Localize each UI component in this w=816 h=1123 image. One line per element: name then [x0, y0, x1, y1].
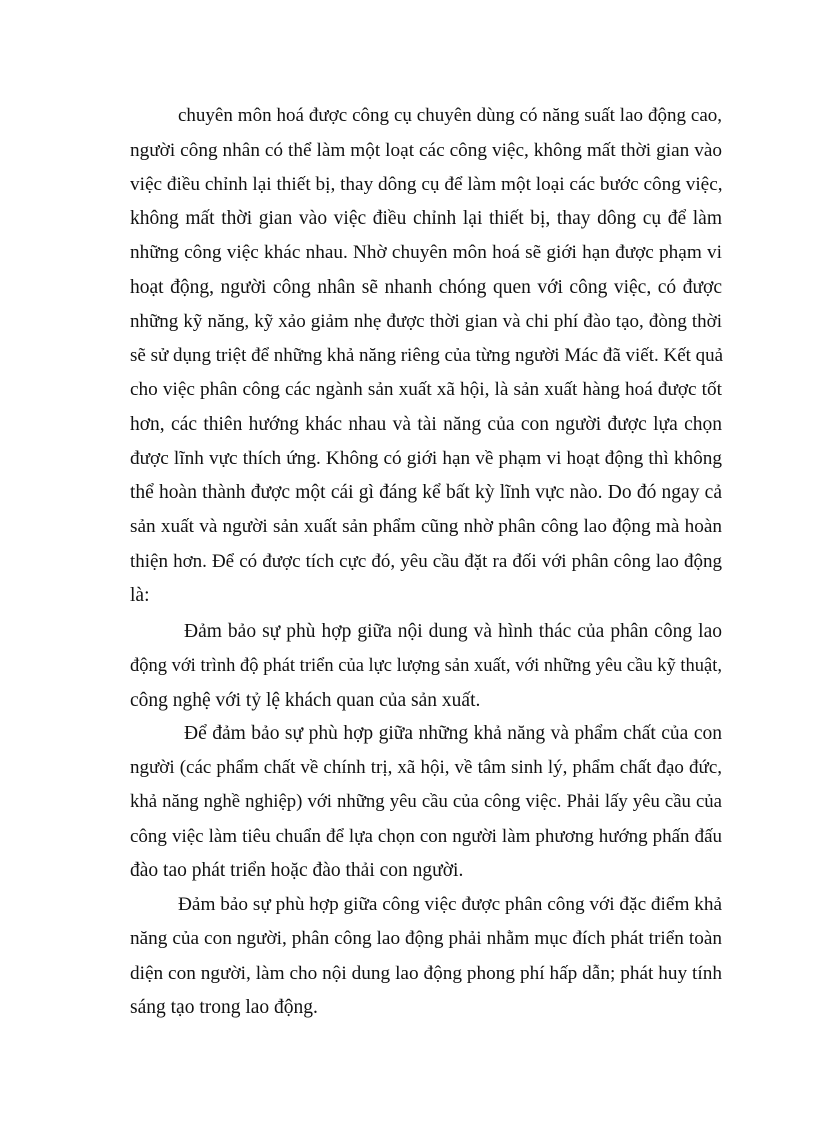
- text-line: người (các phẩm chất về chính trị, xã hội, về tâm sinh lý, phẩm chất đạo đức,: [130, 757, 722, 778]
- text-line: chuyên môn hoá được công cụ chuyên dùng có năng suất lao động cao,: [178, 105, 722, 126]
- text-line: sản xuất và người sản xuất sản phẩm cũng nhờ phân công lao động mà hoàn: [130, 516, 722, 537]
- text-line: thiện hơn. Để có được tích cực đó, yêu cầu đặt ra đối với phân công lao động: [130, 551, 722, 572]
- text-line: là:: [130, 585, 150, 606]
- text-line: người công nhân có thể làm một loạt các công việc, không mất thời gian vào: [130, 140, 722, 161]
- text-line: sẽ sử dụng triệt để những khả năng riêng của từng người Mác đã viết. Kết quả: [130, 345, 724, 366]
- text-line: được lĩnh vực thích ứng. Không có giới hạn về phạm vi hoạt động thì không: [130, 448, 722, 469]
- text-line: động với trình độ phát triển của lực lượng sản xuất, với những yêu cầu kỹ thuật,: [130, 656, 722, 676]
- text-line: Đảm bảo sự phù hợp giữa công việc được phân công với đặc điểm khả: [178, 894, 723, 915]
- text-line: công nghệ với tỷ lệ khách quan của sản xuất.: [130, 690, 481, 711]
- text-line: cho việc phân công các ngành sản xuất xã hội, là sản xuất hàng hoá được tốt: [130, 379, 722, 400]
- text-line: đào tao phát triển hoặc đào thải con người.: [130, 860, 464, 881]
- text-line: sáng tạo trong lao động.: [130, 997, 318, 1018]
- text-line: việc điều chỉnh lại thiết bị, thay dông cụ để làm một loại các bước công việc,: [130, 174, 723, 195]
- text-line: thể hoàn thành được một cái gì đáng kể bất kỳ lĩnh vực nào. Do đó ngay cả: [130, 482, 722, 503]
- text-line: hơn, các thiên hướng khác nhau và tài năng của con người được lựa chọn: [130, 414, 722, 435]
- text-line: năng của con người, phân công lao động phải nhằm mục đích phát triển toàn: [130, 928, 722, 949]
- text-line: hoạt động, người công nhân sẽ nhanh chóng quen với công việc, có được: [130, 277, 722, 298]
- text-line: diện con người, làm cho nội dung lao động phong phí hấp dẫn; phát huy tính: [130, 963, 722, 984]
- text-line: Để đảm bảo sự phù hợp giữa những khả năng và phẩm chất của con: [184, 723, 722, 744]
- text-line: công việc làm tiêu chuẩn để lựa chọn con người làm phương hướng phấn đấu: [130, 826, 722, 847]
- text-line: những công việc khác nhau. Nhờ chuyên môn hoá sẽ giới hạn được phạm vi: [130, 242, 722, 263]
- text-line: khả năng nghề nghiệp) với những yêu cầu của công việc. Phải lấy yêu cầu của: [130, 791, 722, 812]
- text-line: những kỹ năng, kỹ xảo giảm nhẹ được thời gian và chi phí đào tạo, đòng thời: [130, 311, 722, 332]
- text-line: Đảm bảo sự phù hợp giữa nội dung và hình thác của phân công lao: [184, 621, 722, 642]
- text-line: không mất thời gian vào việc điều chỉnh lại thiết bị, thay dông cụ để làm: [130, 208, 722, 229]
